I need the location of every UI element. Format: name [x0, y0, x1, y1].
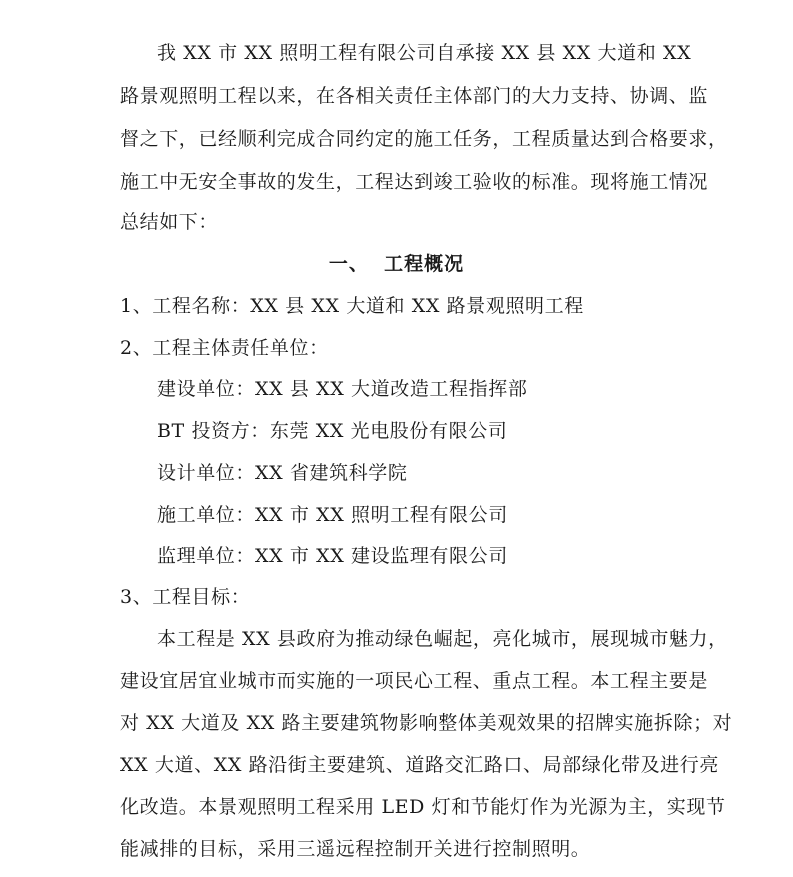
unit-contractor: 施工单位：XX 市 XX 照明工程有限公司: [157, 504, 508, 526]
intro-line-3: 督之下，已经顺利完成合同约定的施工任务，工程质量达到合格要求，: [120, 128, 728, 150]
intro-line-1: 我 XX 市 XX 照明工程有限公司自承接 XX 县 XX 大道和 XX: [157, 42, 692, 64]
unit-construction: 建设单位：XX 县 XX 大道改造工程指挥部: [157, 378, 528, 400]
intro-line-5: 总结如下：: [120, 211, 219, 233]
responsible-units-item: 2、工程主体责任单位：: [120, 337, 329, 359]
intro-line-4: 施工中无安全事故的发生，工程达到竣工验收的标准。现将施工情况: [120, 171, 709, 193]
project-name-item: 1、工程名称：XX 县 XX 大道和 XX 路景观照明工程: [120, 295, 584, 317]
section-heading: 一、 工程概况: [328, 253, 465, 275]
project-goal-item: 3、工程目标：: [120, 586, 251, 608]
goal-line-1: 本工程是 XX 县政府为推动绿色崛起，亮化城市，展现城市魅力，: [157, 628, 728, 650]
goal-line-6: 能减排的目标，采用三遥远程控制开关进行控制照明。: [120, 838, 591, 860]
goal-line-3: 对 XX 大道及 XX 路主要建筑物影响整体美观效果的招牌实施拆除；对: [120, 712, 733, 734]
unit-bt-investor: BT 投资方：东莞 XX 光电股份有限公司: [157, 420, 508, 442]
intro-line-2: 路景观照明工程以来，在各相关责任主体部门的大力支持、协调、监: [120, 85, 709, 107]
goal-line-2: 建设宜居宜业城市而实施的一项民心工程、重点工程。本工程主要是: [120, 670, 709, 692]
goal-line-4: XX 大道、XX 路沿街主要建筑、道路交汇路口、局部绿化带及进行亮: [120, 754, 719, 776]
unit-design: 设计单位：XX 省建筑科学院: [157, 462, 408, 484]
goal-line-5: 化改造。本景观照明工程采用 LED 灯和节能灯作为光源为主，实现节: [120, 796, 726, 818]
unit-supervision: 监理单位：XX 市 XX 建设监理有限公司: [157, 545, 508, 567]
